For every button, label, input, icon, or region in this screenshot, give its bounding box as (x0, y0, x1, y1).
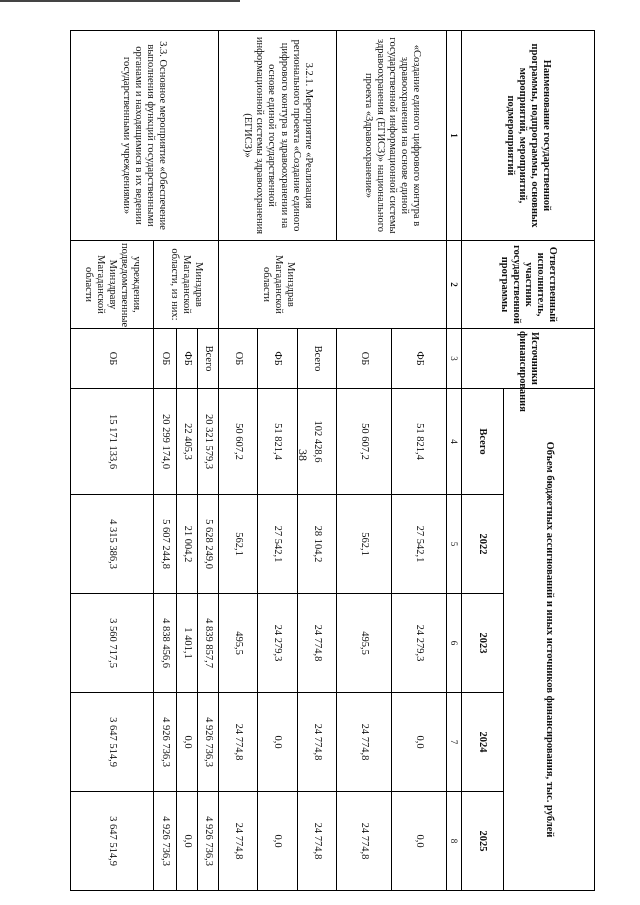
value-cell: 22 405,3 (177, 389, 198, 495)
col-number: 5 (447, 495, 462, 594)
value-cell: 3 560 717,5 (71, 594, 154, 693)
executor-empty (337, 241, 447, 329)
col-number: 4 (447, 389, 462, 495)
source-cell: ОБ (154, 329, 177, 389)
header-source: Источники финансирования (461, 329, 594, 389)
measure-name: 3.2.1. Мероприятие «Реализация регионального проекта «Создание единого цифрового контура в здравоохранении на основе единой государственной информационной системы здравоохранения (ЕГИСЗ)» (218, 31, 337, 241)
budget-table (70, 30, 595, 891)
source-cell: ФБ (177, 329, 198, 389)
value-cell: 0,0 (392, 792, 447, 891)
value-cell: 4 926 736,3 (154, 693, 177, 792)
header-funding: Объем бюджетных ассигнований и иных источников финансирования, тыс. рублей (503, 389, 594, 891)
value-cell: 4 926 736,3 (154, 792, 177, 891)
value-cell: 0,0 (177, 693, 198, 792)
source-cell: ФБ (258, 329, 298, 389)
value-cell: 21 004,2 (177, 495, 198, 594)
value-cell: 27 542,1 (392, 495, 447, 594)
value-cell: 24 774,8 (337, 792, 392, 891)
value-cell: 20 299 174,0 (154, 389, 177, 495)
value-cell: 50 607,2 (218, 389, 258, 495)
header-year-2024: 2024 (461, 693, 503, 792)
value-cell: 4 838 456,6 (154, 594, 177, 693)
value-cell: 562,1 (337, 495, 392, 594)
value-cell: 3 647 514,9 (71, 693, 154, 792)
value-cell: 4 839 857,7 (197, 594, 218, 693)
source-cell: Всего (197, 329, 218, 389)
value-cell: 24 774,8 (218, 792, 258, 891)
value-cell: 0,0 (392, 693, 447, 792)
value-cell: 5 628 249,0 (197, 495, 218, 594)
value-cell: 1 401,1 (177, 594, 198, 693)
executor-cell: Минздрав Магаданской области (218, 241, 337, 329)
col-number: 2 (447, 241, 462, 329)
value-cell: 24 279,3 (392, 594, 447, 693)
col-number: 1 (447, 31, 462, 241)
rotated-table-wrapper (70, 30, 595, 890)
top-rule (0, 0, 240, 2)
source-cell: ОБ (71, 329, 154, 389)
header-executor: Ответственный исполнитель, участник государственной программы (461, 241, 594, 329)
value-cell: 0,0 (258, 693, 298, 792)
value-cell: 15 171 133,6 (71, 389, 154, 495)
value-cell: 0,0 (177, 792, 198, 891)
value-cell: 51 821,4 (258, 389, 298, 495)
value-cell: 20 321 579,3 (197, 389, 218, 495)
header-name: Наименование государственной программы, подпрограммы, основных мероприятий, мероприятий, подмероприятий (461, 31, 594, 241)
main-measure-name: 3.3. Основное мероприятие «Обеспечение выполнения функций государственными органами и находящимися в их ведении государственными учреждениями» (71, 31, 219, 241)
page-number: 38 (296, 449, 310, 461)
sub-executor-cell: учреждения, подведомственные Минздраву Магаданской области (71, 241, 154, 329)
value-cell: 4 926 736,3 (197, 693, 218, 792)
col-number: 3 (447, 329, 462, 389)
col-number: 7 (447, 693, 462, 792)
program-name: «Создание единого цифрового контура в здравоохранении на основе единой государственной информационной системы здравоохранения (ЕГИСЗ)» национального проекта «Здравоохранение» (337, 31, 447, 241)
value-cell: 4 315 386,3 (71, 495, 154, 594)
value-cell: 3 647 514,9 (71, 792, 154, 891)
value-cell: 495,5 (218, 594, 258, 693)
value-cell: 24 774,8 (297, 693, 337, 792)
header-year-2023: 2023 (461, 594, 503, 693)
value-cell: 495,5 (337, 594, 392, 693)
source-cell: ОБ (337, 329, 392, 389)
value-cell: 24 774,8 (218, 693, 258, 792)
col-number: 8 (447, 792, 462, 891)
value-cell: 50 607,2 (337, 389, 392, 495)
value-cell: 51 821,4 (392, 389, 447, 495)
value-cell: 28 104,2 (297, 495, 337, 594)
value-cell: 4 926 736,3 (197, 792, 218, 891)
executor-cell: Минздрав Магаданской области, из них: (154, 241, 218, 329)
source-cell: ФБ (392, 329, 447, 389)
value-cell: 24 774,8 (337, 693, 392, 792)
value-cell: 24 774,8 (297, 792, 337, 891)
col-number: 6 (447, 594, 462, 693)
source-cell: Всего (297, 329, 337, 389)
value-cell: 24 774,8 (297, 594, 337, 693)
value-cell: 562,1 (218, 495, 258, 594)
value-cell: 102 428,6 (297, 389, 337, 495)
header-year-total: Всего (461, 389, 503, 495)
header-year-2025: 2025 (461, 792, 503, 891)
source-cell: ОБ (218, 329, 258, 389)
value-cell: 0,0 (258, 792, 298, 891)
value-cell: 5 607 244,8 (154, 495, 177, 594)
value-cell: 27 542,1 (258, 495, 298, 594)
value-cell: 24 279,3 (258, 594, 298, 693)
header-year-2022: 2022 (461, 495, 503, 594)
